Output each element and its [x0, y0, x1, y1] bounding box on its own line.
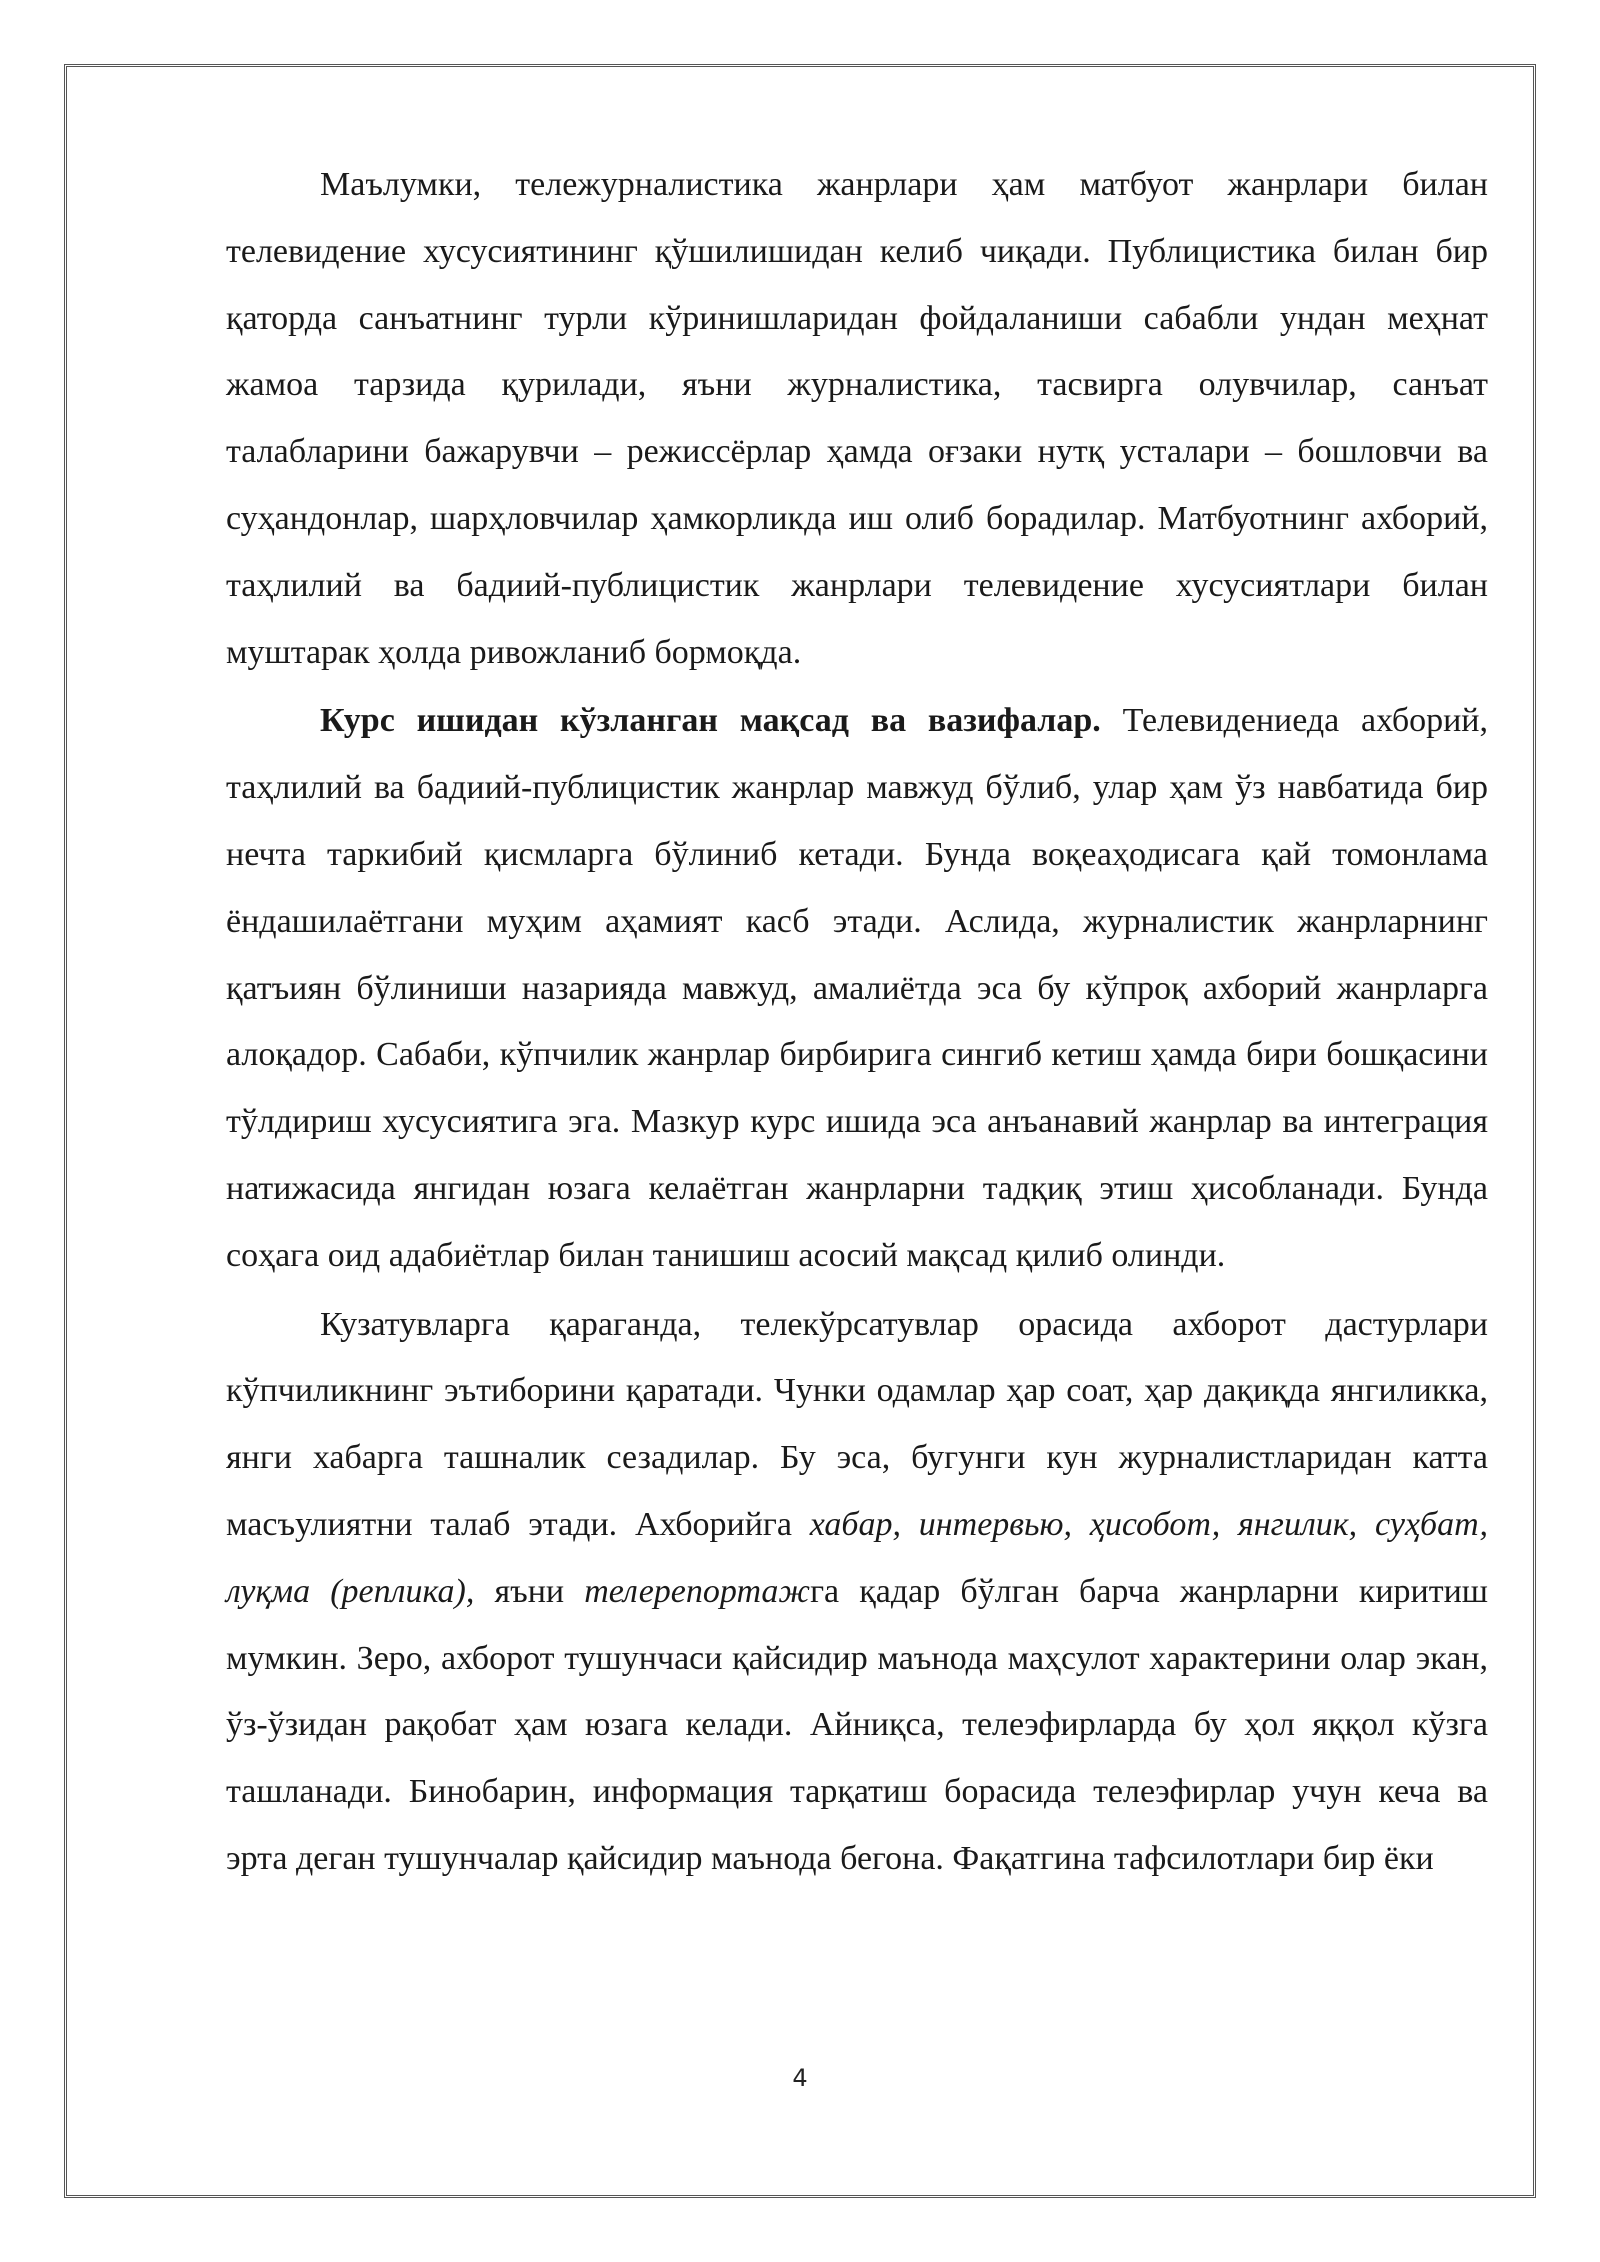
text-run: Маълумки, тележурналистика жанрлари ҳам матбуот жанрлари билан телевидение хусусиятининг қўшилишидан келиб чиқади. Публицистика билан бир қаторда санъатнинг турли кўринишларидан фойдаланиши сабабли ундан меҳнат жамоа тарзида қурилади, яъни журналистика, тасвирга олувчилар, санъат талабларини бажарувчи – режиссёрлар ҳамда оғзаки нутқ усталари – бошловчи ва суҳандонлар, шарҳловчилар ҳамкорликда иш олиб борадилар. Матбуотнинг ахборий, таҳлилий ва бадиий-публицистик жанрлари телевидение хусусиятлари билан муштарак ҳолда ривожланиб бормоқда. [226, 166, 1488, 671]
section-heading: Курс ишидан кўзланган мақсад ва вазифалар. [320, 702, 1101, 740]
text-run: яъни [474, 1572, 585, 1610]
paragraph-intro [226, 152, 1488, 686]
italic-genre-list: хабар, интервью, ҳисобот, янгилик, суҳбат, луқма (реплика), [226, 1505, 1489, 1610]
text-run: га қадар бўлган барча жанрларни киритиш мумкин. Зеро, ахборот тушунчаси қайсидир маънода маҳсулот характерини олар экан, ўз-ўзидан рақобат ҳам юзага келади. Айниқса, телеэфирларда бу ҳол яққол кўзга ташланади. Бинобарин, информация тарқатиш борасида телеэфирлар учун кеча ва эрта деган тушунчалар қайсидир маънода бегона. Фақатгина тафсилотлари бир ёки [226, 1572, 1488, 1877]
italic-term: телерепортаж [584, 1572, 811, 1610]
page-number: 4 [792, 2064, 808, 2092]
text-run: Телевидениеда ахборий, таҳлилий ва бадиий-публицистик жанрлар мавжуд бўлиб, улар ҳам ўз навбатида бир нечта таркибий қисмларга бўлиниб кетади. Бунда воқеаҳодисага қай томонлама ёндашилаётгани муҳим аҳамият касб этади. Аслида, журналистик жанрларнинг қатъиян бўлиниши назарияда мавжуд, амалиётда эса бу кўпроқ ахборий жанрларга алоқадор. Сабаби, кўпчилик жанрлар бирбирига сингиб кетиш ҳамда бири бошқасини тўлдириш хусусиятига эга. Мазкур курс ишида эса анъанавий жанрлар ва интеграция натижасида янгидан юзага келаётган жанрларни тадқиқ этиш ҳисобланади. Бунда соҳага оид адабиётлар билан танишиш асосий мақсад қилиб олинди. [226, 702, 1489, 1274]
text-run: Кузатувларга қараганда, телекўрсатувлар орасида ахборот дастурлари кўпчиликнинг эътиборини қаратади. Чунки одамлар ҳар соат, ҳар дақиқда янгиликка, янги хабарга ташналик сезадилар. Бу эса, бугунги кун журналистларидан катта масъулиятни талаб этади. Ахборийга [226, 1305, 1488, 1543]
paragraph-goals [226, 688, 1488, 1289]
paragraph-observations [226, 1292, 1488, 1893]
document-body [226, 152, 1488, 1895]
